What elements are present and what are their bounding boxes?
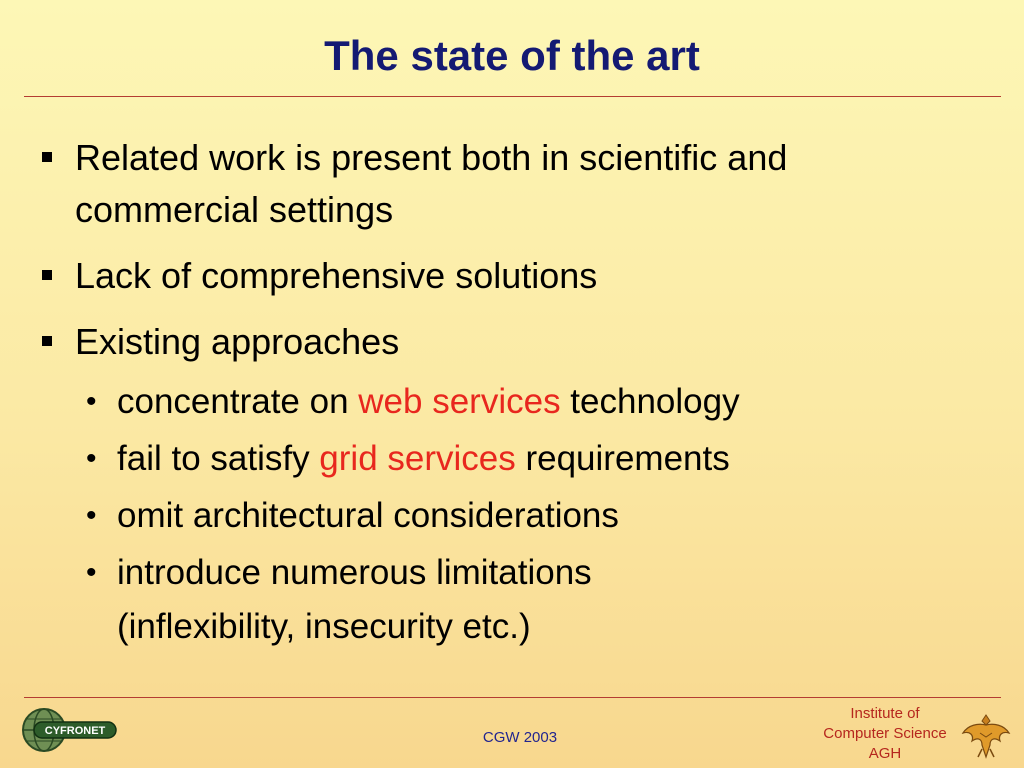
institute-line: Institute of bbox=[850, 705, 920, 722]
square-bullet-icon bbox=[42, 336, 52, 346]
agh-emblem bbox=[960, 711, 1012, 763]
sub-bullet-text: omit architectural considerations bbox=[117, 496, 619, 535]
bullet-item bbox=[75, 132, 975, 236]
sub-bullet-text: introduce numerous limitations bbox=[117, 553, 592, 592]
bullet-text-continued: commercial settings bbox=[75, 189, 394, 230]
institute-line: AGH bbox=[868, 745, 902, 762]
sub-bullet-item bbox=[86, 380, 977, 424]
bullet-item bbox=[75, 316, 975, 368]
square-bullet-icon bbox=[42, 152, 52, 162]
footer-institute bbox=[800, 704, 970, 764]
globe-icon bbox=[20, 704, 120, 756]
bullet-text: Existing approaches bbox=[75, 321, 400, 362]
sub-bullet-text: fail to satisfy bbox=[117, 439, 320, 478]
highlight-text: grid services bbox=[319, 439, 516, 478]
sub-bullet-text-end: technology bbox=[560, 382, 740, 421]
bullet-text: Lack of comprehensive solutions bbox=[75, 255, 598, 296]
dot-bullet-icon: • bbox=[86, 556, 97, 589]
dot-bullet-icon: • bbox=[86, 442, 97, 475]
footer-divider bbox=[24, 697, 1001, 698]
dot-bullet-icon: • bbox=[86, 499, 97, 532]
sub-bullet-text-continued: (inflexibility, insecurity etc.) bbox=[117, 607, 531, 646]
bullet-text: Related work is present both in scientific and bbox=[75, 137, 788, 178]
slide-title: The state of the art bbox=[324, 32, 700, 79]
institute-line: Computer Science bbox=[823, 725, 947, 742]
sub-bullet-item bbox=[86, 551, 977, 649]
bullet-item bbox=[75, 250, 975, 302]
sub-bullet-text: concentrate on bbox=[117, 382, 359, 421]
footer-conference: CGW 2003 bbox=[482, 729, 558, 746]
svg-text:CYFRONET: CYFRONET bbox=[44, 725, 106, 737]
sub-bullet-item bbox=[86, 494, 977, 538]
dot-bullet-icon: • bbox=[86, 385, 97, 418]
eagle-emblem-icon bbox=[960, 711, 1012, 763]
sub-bullet-text-end: requirements bbox=[515, 439, 730, 478]
square-bullet-icon bbox=[42, 270, 52, 280]
cyfronet-logo bbox=[20, 704, 120, 756]
highlight-text: web services bbox=[358, 382, 561, 421]
sub-bullet-item bbox=[86, 437, 977, 481]
